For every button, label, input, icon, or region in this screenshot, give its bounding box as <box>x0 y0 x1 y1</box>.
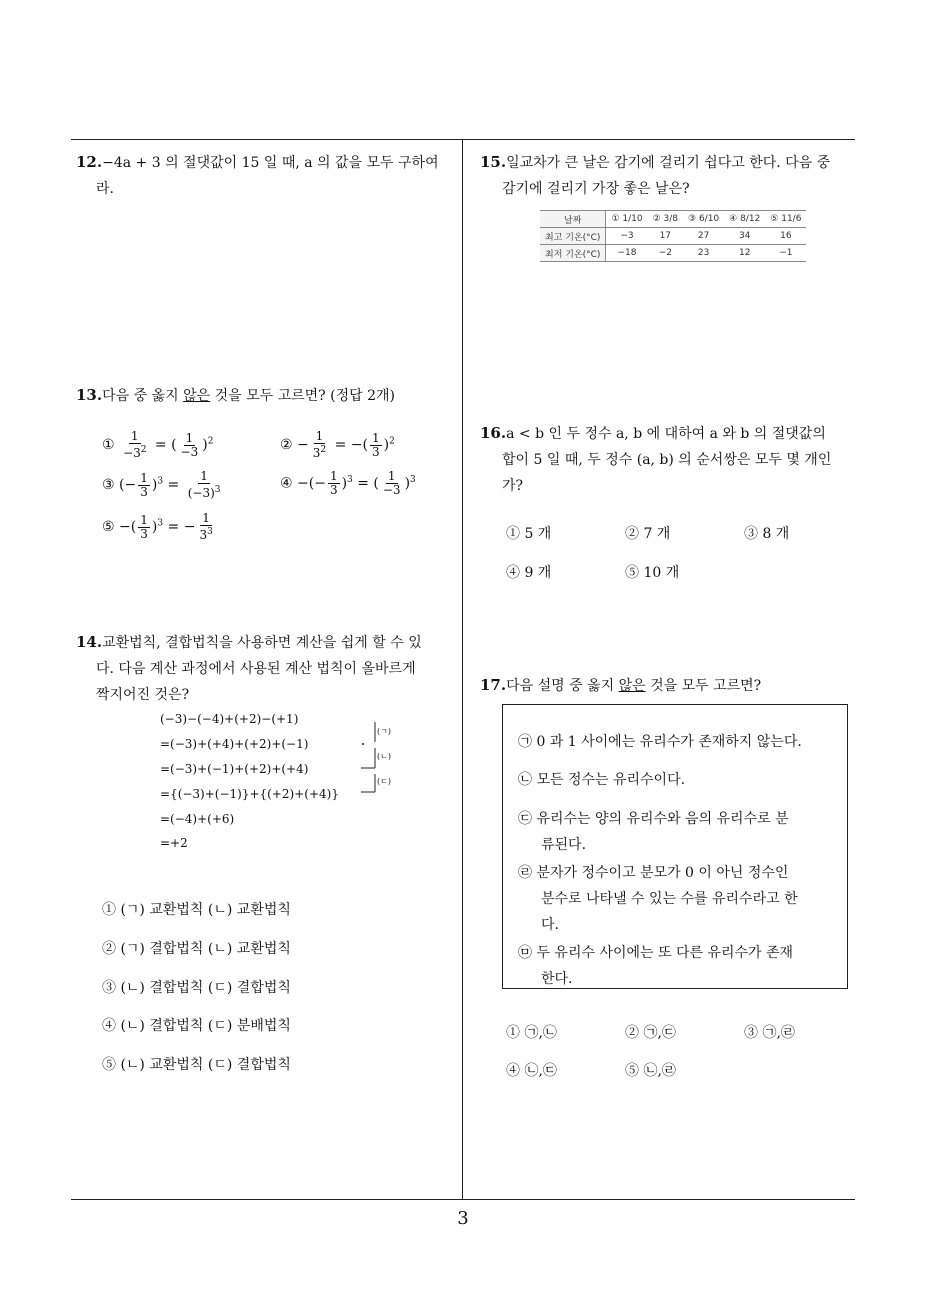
question-17-text: 다음 설명 중 옳지 <box>506 678 619 694</box>
statement-2: ㉡ 모든 정수는 유리수이다. <box>518 772 686 788</box>
table-cell: 17 <box>648 228 683 245</box>
q13-choice-3[interactable]: ③ (− $\frac{1}{3}$ )$^3$ = $\frac{1}{(-3)^3}$ <box>102 469 221 500</box>
bottom-rule <box>71 1199 855 1200</box>
table-cell: ③ 6/10 <box>683 211 724 228</box>
question-12-line2: 라. <box>96 181 114 197</box>
statement-4-cont: 분수로 나타낼 수 있는 수를 유리수라고 한 <box>541 891 798 907</box>
top-rule <box>71 139 855 140</box>
temperature-table <box>540 210 806 262</box>
question-12-line1: −4a + 3 의 절댓값이 15 일 때, a 의 값을 모두 구하여 <box>102 155 439 171</box>
q14-choice-2[interactable]: ② (ㄱ) 결합법칙 (ㄴ) 교환법칙 <box>102 941 291 957</box>
question-15-line2: 감기에 걸리기 가장 좋은 날은? <box>502 181 690 197</box>
choice-mark: ③ <box>102 477 115 493</box>
table-cell: 23 <box>683 245 724 262</box>
q17-choice-5[interactable]: ⑤ ㉡,㉣ <box>625 1063 676 1079</box>
q17-choice-4[interactable]: ④ ㉡,㉢ <box>506 1063 557 1079</box>
question-16-line2: 합이 5 일 때, 두 정수 (a, b) 의 순서쌍은 모두 몇 개인 <box>502 452 832 468</box>
question-12 <box>76 149 456 202</box>
question-14-line2: 다. 다음 계산 과정에서 사용된 계산 법칙이 올바르게 <box>96 661 416 677</box>
question-13-text: 다음 중 옳지 <box>102 388 184 404</box>
table-cell: −18 <box>606 245 648 262</box>
question-14-line3: 짝지어진 것은? <box>96 687 190 703</box>
statement-5-cont: 한다. <box>541 971 573 987</box>
q17-choice-1[interactable]: ① ㉠,㉡ <box>506 1025 557 1041</box>
calc-tag-2: (ㄴ) <box>377 752 391 761</box>
q13-choice-2[interactable]: ② − $\frac{1}{3^2}$ = −( $\frac{1}{3}$ )$^2$ <box>280 429 395 460</box>
table-cell: ④ 8/12 <box>724 211 765 228</box>
calc-tag-3: (ㄷ) <box>377 777 391 786</box>
table-cell: ⑤ 11/6 <box>765 211 806 228</box>
q14-choice-1[interactable]: ① (ㄱ) 교환법칙 (ㄴ) 교환법칙 <box>102 902 291 918</box>
q16-choice-4[interactable]: ④ 9 개 <box>506 565 552 581</box>
question-15-line1: 일교차가 큰 날은 감기에 걸리기 쉽다고 한다. 다음 중 <box>506 155 831 171</box>
question-16-line1: a < b 인 두 정수 a, b 에 대하여 a 와 b 의 절댓값의 <box>506 426 826 442</box>
question-16 <box>480 420 865 499</box>
table-cell: 34 <box>724 228 765 245</box>
question-13-underline: 않은 <box>183 388 211 404</box>
question-16-number: 16. <box>480 424 507 442</box>
q17-choice-2[interactable]: ② ㉠,㉢ <box>625 1025 676 1041</box>
question-17-underline: 않은 <box>618 678 646 694</box>
table-cell: −3 <box>606 228 648 245</box>
statement-3: ㉢ 유리수는 양의 유리수와 음의 유리수로 분 <box>518 811 789 827</box>
calc-line-4: ={(−3)+(−1)}+{(+2)+(+4)} <box>160 787 339 801</box>
table-cell: −1 <box>765 245 806 262</box>
calc-line-6: =+2 <box>160 836 188 850</box>
q14-choice-5[interactable]: ⑤ (ㄴ) 교환법칙 (ㄷ) 결합법칙 <box>102 1057 291 1073</box>
calc-line-3: =(−3)+(−1)+(+2)+(+4) <box>160 762 309 776</box>
table-cell: 27 <box>683 228 724 245</box>
question-13 <box>76 382 456 409</box>
q16-choice-3[interactable]: ③ 8 개 <box>744 526 790 542</box>
choice-mark: ④ <box>280 475 293 492</box>
statement-1: ㉠ 0 과 1 사이에는 유리수가 존재하지 않는다. <box>518 734 802 750</box>
choice-mark: ① <box>102 437 115 453</box>
calc-line-5: =(−4)+(+6) <box>160 812 235 826</box>
q14-choice-4[interactable]: ④ (ㄴ) 결합법칙 (ㄷ) 분배법칙 <box>102 1018 291 1034</box>
table-cell: ② 3/8 <box>648 211 683 228</box>
table-cell: 12 <box>724 245 765 262</box>
question-17-number: 17. <box>480 676 507 694</box>
question-16-line3: 가? <box>502 478 524 494</box>
question-14-number: 14. <box>76 633 103 651</box>
statement-5: ㉤ 두 유리수 사이에는 또 다른 유리수가 존재 <box>518 945 794 961</box>
choice-mark: ⑤ <box>102 519 115 535</box>
q16-choice-1[interactable]: ① 5 개 <box>506 526 552 542</box>
question-12-number: 12. <box>76 153 103 171</box>
table-cell: −2 <box>648 245 683 262</box>
q13-choice-4[interactable]: ④ −(− $\frac{1}{3}$ )$^3$ = ( $\frac{1}{-3}$ )$^3$ <box>280 469 416 497</box>
statement-3-cont: 류된다. <box>541 837 587 853</box>
page-number: 3 <box>457 1208 469 1229</box>
q13-choice-5[interactable]: ⑤ −( $\frac{1}{3}$ )$^3$ = − $\frac{1}{3^3}$ <box>102 511 213 542</box>
question-17-text-post: 것을 모두 고르면? <box>645 678 762 694</box>
table-cell: 날짜 <box>540 211 606 228</box>
q16-choice-2[interactable]: ② 7 개 <box>625 526 671 542</box>
statement-4-cont2: 다. <box>541 917 559 933</box>
table-cell: 16 <box>765 228 806 245</box>
q16-choice-5[interactable]: ⑤ 10 개 <box>625 565 680 581</box>
calc-line-2: =(−3)+(+4)+(+2)+(−1) <box>160 737 309 751</box>
table-cell: ① 1/10 <box>606 211 648 228</box>
table-cell: 최고 기온(°C) <box>540 228 606 245</box>
calc-tag-1: (ㄱ) <box>377 727 391 736</box>
question-13-number: 13. <box>76 386 103 404</box>
calc-line-1: (−3)−(−4)+(+2)−(+1) <box>160 712 299 726</box>
q13-choice-1[interactable]: ① $\frac{1}{-3^2}$ = ( $\frac{1}{-3}$ )$^2$ <box>102 429 214 460</box>
column-divider <box>462 139 463 1199</box>
question-13-text-post: 것을 모두 고르면? (정답 2개) <box>210 388 395 404</box>
choice-mark: ② <box>280 437 293 453</box>
table-header-row <box>540 211 806 228</box>
question-14-line1: 교환법칙, 결합법칙을 사용하면 계산을 쉽게 할 수 있 <box>102 635 422 651</box>
q17-choice-3[interactable]: ③ ㉠,㉣ <box>744 1025 795 1041</box>
question-15 <box>480 149 860 202</box>
question-17 <box>480 672 865 699</box>
q14-choice-3[interactable]: ③ (ㄴ) 결합법칙 (ㄷ) 결합법칙 <box>102 980 291 996</box>
question-14 <box>76 629 461 708</box>
table-row <box>540 228 806 245</box>
question-15-number: 15. <box>480 153 507 171</box>
statement-4: ㉣ 분자가 정수이고 분모가 0 이 아닌 정수인 <box>518 865 789 881</box>
table-cell: 최저 기온(°C) <box>540 245 606 262</box>
table-row <box>540 245 806 262</box>
